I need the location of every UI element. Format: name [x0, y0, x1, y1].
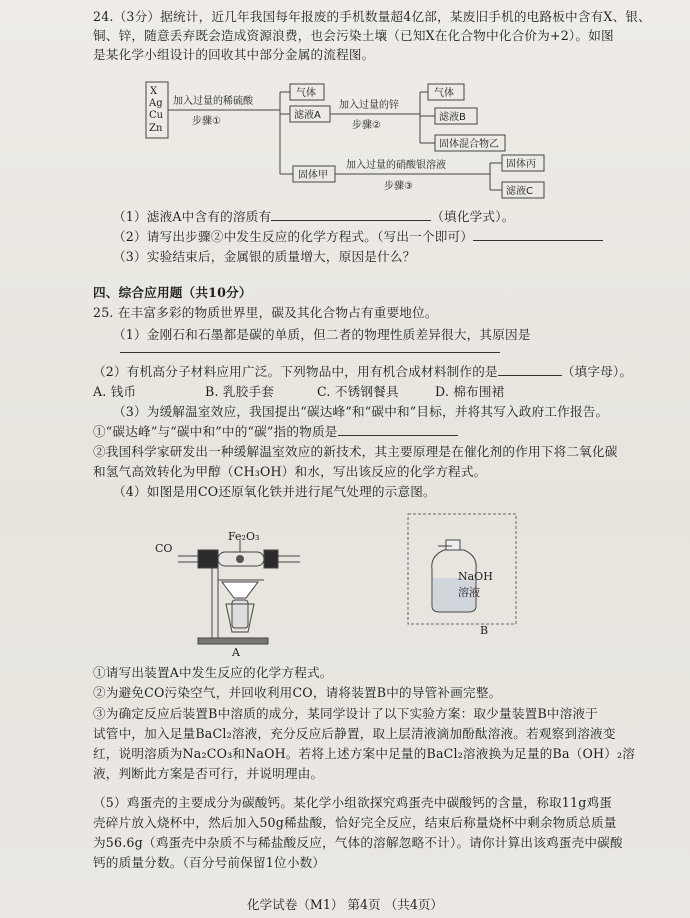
- q25-p4-3d: 液，判断此方案是否可行，并说明理由。: [93, 766, 324, 781]
- naoh-label: NaOH: [458, 570, 493, 583]
- step2-label: 加入过量的锌: [339, 100, 399, 111]
- q25-p3-1-text: ①“碳达峰”与“碳中和”中的“碳”指的物质是: [93, 424, 338, 439]
- option-c[interactable]: C. 不锈钢餐具: [317, 384, 399, 399]
- step1-name: 步骤①: [192, 116, 221, 127]
- q24-sub1: [113, 208, 515, 226]
- q24-sub1-suffix: （填化学式）。: [431, 209, 515, 224]
- q25-p3: （3）为缓解温室效应，我国提出“碳达峰”和“碳中和”目标，并将其写入政府工作报告。: [113, 404, 609, 419]
- q25-intro: 25. 在丰富多彩的物质世界里，碳及其化合物占有重要地位。: [93, 305, 438, 320]
- solid-jia-text: 固体甲: [298, 170, 328, 181]
- step1-label: 加入过量的稀硫酸: [173, 96, 253, 107]
- solid-mix-b-text: 固体混合物乙: [439, 139, 499, 150]
- q24-sub1-blank[interactable]: [271, 208, 431, 221]
- q25-p5d: 钙的质量分数。（百分号前保留1位小数）: [93, 855, 326, 870]
- q25-p4-3c: 红，说明溶质为Na₂CO₃和NaOH。若将上述方案中足量的BaCl₂溶液换为足量的Ba（OH）₂溶: [93, 746, 636, 761]
- apparatus-a-label: A: [232, 646, 240, 659]
- apparatus-a: [178, 540, 300, 644]
- q25-p4-1: ①请写出装置A中发生反应的化学方程式。: [93, 665, 333, 680]
- q24-sub1-text: （1）滤液A中含有的溶质有: [113, 209, 272, 224]
- q25-p4-2: ②为避免CO污染空气，并回收利用CO，请将装置B中的导管补画完整。: [93, 685, 502, 700]
- q24-intro-line3: 是某化学小组设计的回收其中部分金属的流程图。: [93, 47, 375, 62]
- q25-p5c: 为56.6g（鸡蛋壳中杂质不与稀盐酸反应，气体的溶解忽略不计）。请你计算出该鸡蛋壳中碳酸: [93, 835, 623, 850]
- filtrate-b-text: 滤液B: [439, 112, 466, 123]
- q25-p4-3b: 试管中，加入足量BaCl₂溶液，充分反应后静置，取上层清液滴加酚酞溶液。若观察到溶液变: [93, 726, 616, 741]
- page-footer: 化学试卷（M1） 第4页 （共4页）: [246, 897, 444, 912]
- option-b[interactable]: B. 乳胶手套: [205, 384, 275, 399]
- q25-p2-text: （2）有机高分子材料应用广泛。下列物品中，用有机合成材料制作的是: [93, 364, 498, 379]
- solid-bing-text: 固体丙: [506, 159, 536, 170]
- q24-sub3: [113, 248, 415, 266]
- start-zn: Zn: [149, 123, 163, 134]
- q25-p1-blank[interactable]: [120, 340, 500, 353]
- q24-intro-line1: 24.（3分）据统计，近几年我国每年报废的手机数量超4亿部，某废旧手机的电路板中含有X、银、: [93, 9, 651, 24]
- q25-p3-2b: 和氢气高效转化为甲醇（CH₃OH）和水，写出该反应的化学方程式。: [93, 464, 487, 479]
- q25-p5b: 壳碎片放入烧杯中，然后加入50g稀盐酸，恰好完全反应，结束后称量烧杯中剩余物质总质量: [93, 815, 617, 830]
- step2-name: 步骤②: [352, 120, 381, 131]
- q25-p1-blank-line: [120, 340, 500, 358]
- step3-label: 加入过量的硝酸银溶液: [346, 160, 446, 171]
- start-cu: Cu: [149, 110, 164, 121]
- solution-label: 溶液: [458, 586, 480, 599]
- q25-p3-1-blank[interactable]: [338, 423, 458, 436]
- apparatus-b-label: B: [480, 624, 489, 637]
- gas1-text: 气体: [296, 88, 316, 99]
- q25-p1: （1）金刚石和石墨都是碳的单质，但二者的物理性质差异很大，其原因是: [113, 327, 531, 342]
- start-x: X: [150, 86, 158, 97]
- section-4-heading: 四、综合应用题（共10分）: [93, 285, 252, 300]
- step3-name: 步骤③: [384, 181, 413, 192]
- co-label: CO: [155, 542, 173, 555]
- q25-p4: （4）如图是用CO还原氧化铁并进行尾气处理的示意图。: [113, 484, 436, 499]
- q25-p5a: （5）鸡蛋壳的主要成分为碳酸钙。某化学小组欲探究鸡蛋壳中碳酸钙的含量，称取11g鸡蛋: [93, 795, 613, 810]
- q24-sub2-blank[interactable]: [473, 228, 603, 241]
- filtrate-c-text: 滤液C: [506, 186, 533, 197]
- q25-p4-3a: ③为确定反应后装置B中溶质的成分，某同学设计了以下实验方案：取少量装置B中溶液于: [93, 706, 599, 721]
- q25-options: [93, 383, 504, 401]
- fe2o3-label: Fe₂O₃: [228, 530, 260, 543]
- q24-sub2: [113, 228, 603, 246]
- gas2-text: 气体: [434, 88, 454, 99]
- q25-p3-1: [93, 423, 458, 441]
- q25-p3-2a: ②我国科学家研发出一种缓解温室效应的新技术，其主要原理是在催化剂的作用下将二氧化碳: [93, 444, 618, 459]
- q24-intro-line2: 铜、锌，随意丢弃既会造成资源浪费，也会污染土壤（已知X在化合物中化合价为+2）。如图: [93, 28, 614, 43]
- q25-p2-blank[interactable]: [498, 363, 562, 376]
- filtrate-a-text: 滤液A: [294, 110, 321, 121]
- option-a[interactable]: A. 钱币: [93, 384, 137, 399]
- option-d[interactable]: D. 棉布围裙: [435, 384, 505, 399]
- q24-sub2-text: （2）请写出步骤②中发生反应的化学方程式。（写出一个即可）: [113, 229, 474, 244]
- q25-p2: [93, 363, 632, 381]
- q25-p2-suffix: （填字母）。: [561, 364, 633, 379]
- q24-sub3-text: （3）实验结束后，金属银的质量增大，原因是什么？: [113, 249, 416, 264]
- start-ag: Ag: [149, 98, 163, 109]
